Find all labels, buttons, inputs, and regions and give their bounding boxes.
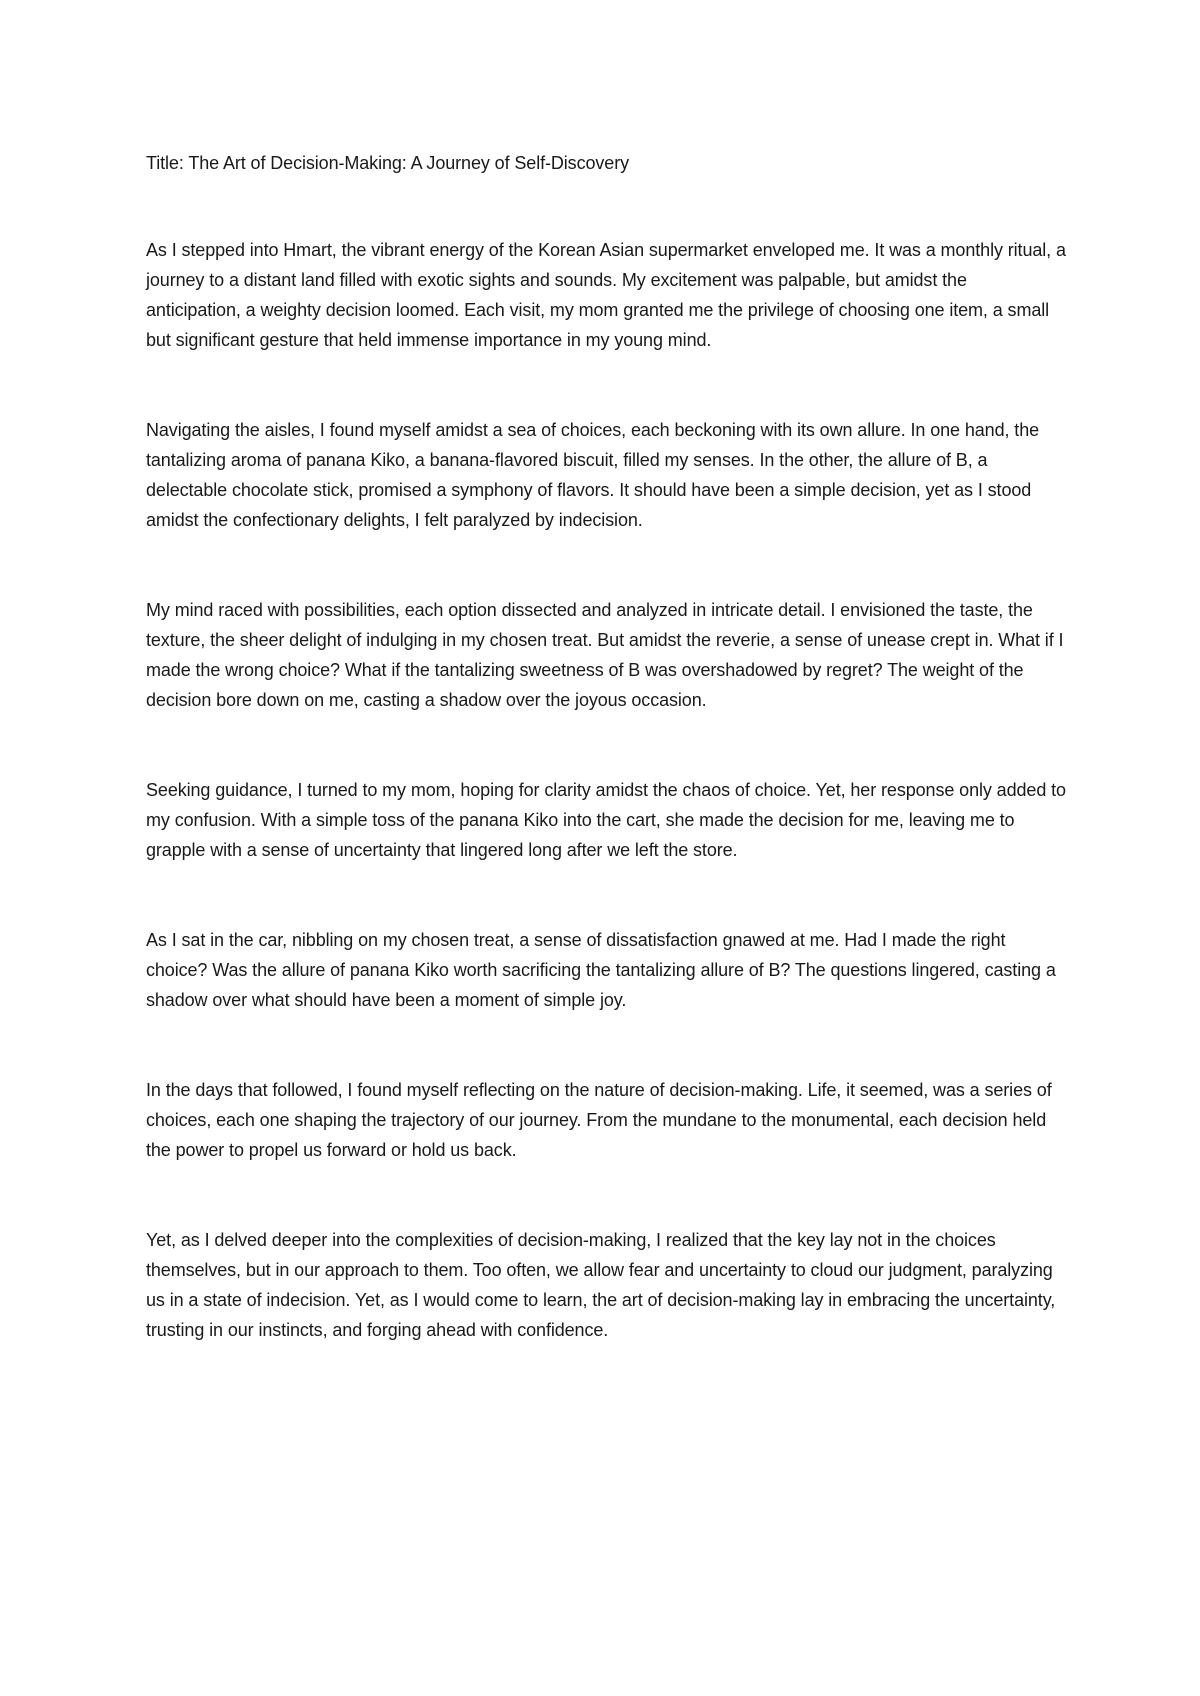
paragraph-3: My mind raced with possibilities, each option dissected and analyzed in intricate detail. I envisioned the taste, the texture, the sheer delight of indulging in my chosen treat. But amidst the reverie, a sense of unease crept in. What if I made the wrong choice? What if the tantalizing sweetness of B was overshadowed by regret? The weight of the decision bore down on me, casting a shadow over the joyous occasion.	[146, 600, 1064, 710]
paragraph-2: Navigating the aisles, I found myself amidst a sea of choices, each beckoning with its own allure. In one hand, the tantalizing aroma of panana Kiko, a banana-flavored biscuit, filled my senses. In the other, the allure of B, a delectable chocolate stick, promised a symphony of flavors. It should have been a simple decision, yet as I stood amidst the confectionary delights, I felt paralyzed by indecision.	[146, 420, 1040, 530]
paragraph-1: As I stepped into Hmart, the vibrant energy of the Korean Asian supermarket enveloped me. It was a monthly ritual, a journey to a distant land filled with exotic sights and sounds. My excitement was palpable, but amidst the anticipation, a weighty decision loomed. Each visit, my mom granted me the privilege of choosing one item, a small but significant gesture that held immense importance in my young mind.	[146, 240, 1066, 350]
paragraph-5: As I sat in the car, nibbling on my chosen treat, a sense of dissatisfaction gnawed at me. Had I made the right choice? Was the allure of panana Kiko worth sacrificing the tantalizing allure of B? The questions lingered, casting a shadow over what should have been a moment of simple joy.	[146, 930, 1056, 1010]
document-body	[146, 148, 1066, 1405]
paragraph-7: Yet, as I delved deeper into the complexities of decision-making, I realized that the key lay not in the choices themselves, but in our approach to them. Too often, we allow fear and uncertainty to cloud our judgment, paralyzing us in a state of indecision. Yet, as I would come to learn, the art of decision-making lay in embracing the uncertainty, trusting in our instincts, and forging ahead with confidence.	[146, 1230, 1056, 1340]
paragraph-6: In the days that followed, I found myself reflecting on the nature of decision-making. Life, it seemed, was a series of choices, each one shaping the trajectory of our journey. From the mundane to the monumental, each decision held the power to propel us forward or hold us back.	[146, 1080, 1052, 1160]
document-title: Title: The Art of Decision-Making: A Journey of Self-Discovery	[146, 153, 629, 173]
paragraph-4: Seeking guidance, I turned to my mom, hoping for clarity amidst the chaos of choice. Yet, her response only added to my confusion. With a simple toss of the panana Kiko into the cart, she made the decision for me, leaving me to grapple with a sense of uncertainty that lingered long after we left the store.	[146, 780, 1066, 860]
